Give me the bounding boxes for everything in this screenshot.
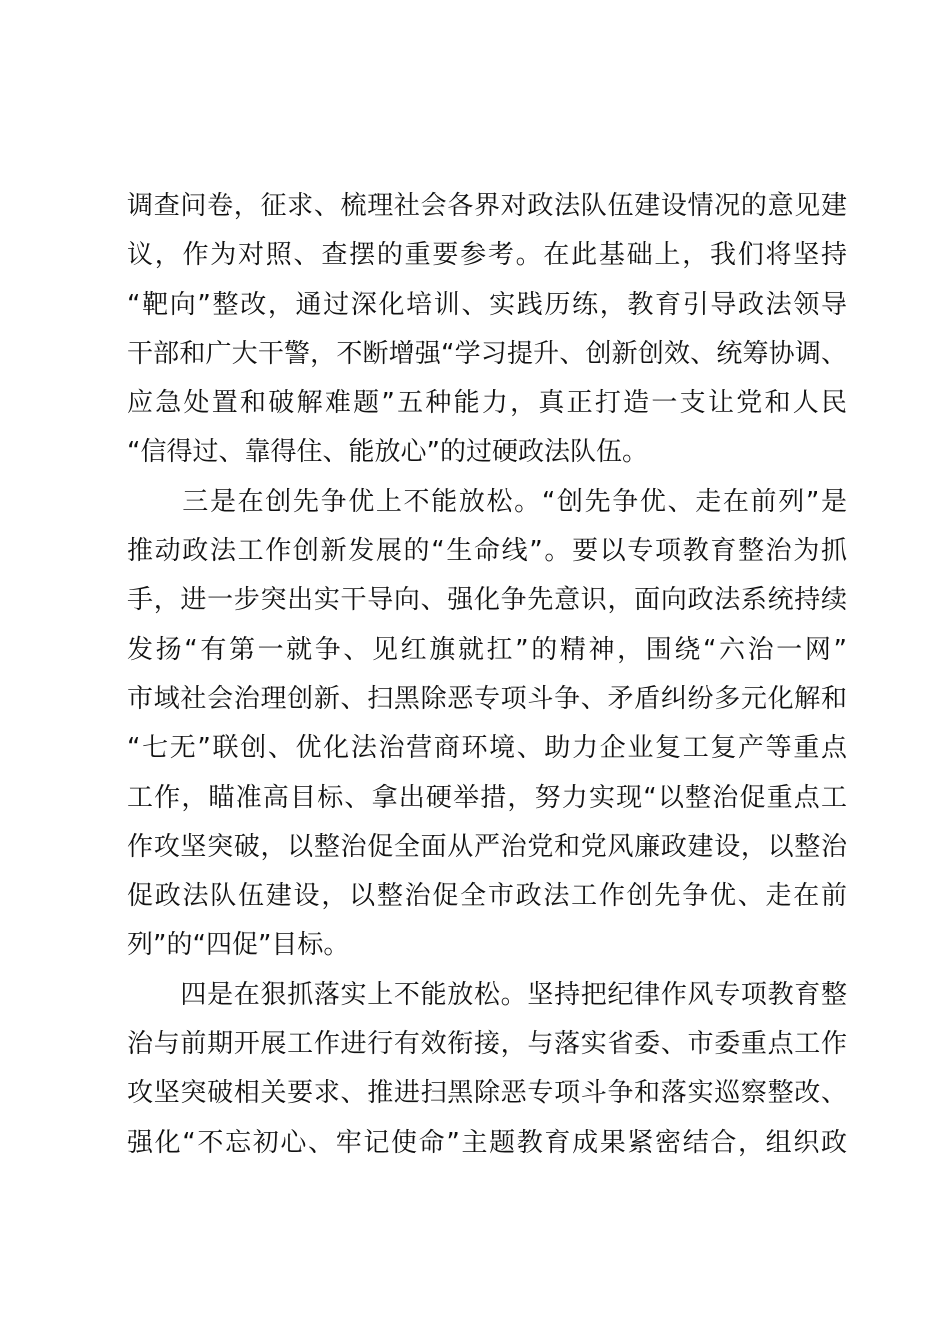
text-line: 三是在创先争优上不能放松。“创先争优、走在前列”是 [127, 486, 847, 517]
text-line: 工作，瞄准高目标、拿出硬举措，努力实现“以整治促重点工 [127, 782, 847, 813]
text-line: 列”的“四促”目标。 [127, 930, 350, 961]
text-line: 发扬“有第一就争、见红旗就扛”的精神，围绕“六治一网” [127, 634, 847, 665]
text-line: 促政法队伍建设，以整治促全市政法工作创先争优、走在前 [127, 881, 847, 912]
text-line: 作攻坚突破，以整治促全面从严治党和党风廉政建设，以整治 [127, 831, 847, 862]
text-line: 强化“不忘初心、牢记使命”主题教育成果紧密结合，组织政 [127, 1127, 847, 1158]
text-line: “信得过、靠得住、能放心”的过硬政法队伍。 [127, 437, 648, 468]
text-line: 手，进一步突出实干导向、强化争先意识，面向政法系统持续 [127, 585, 847, 616]
body-text [127, 182, 847, 1168]
text-line: 干部和广大干警，不断增强“学习提升、创新创效、统筹协调、 [127, 338, 847, 369]
text-line: 推动政法工作创新发展的“生命线”。要以专项教育整治为抓 [127, 536, 847, 567]
text-line: 调查问卷，征求、梳理社会各界对政法队伍建设情况的意见建 [127, 191, 847, 221]
text-line: 议，作为对照、查摆的重要参考。在此基础上，我们将坚持 [127, 240, 847, 271]
text-line: 四是在狠抓落实上不能放松。坚持把纪律作风专项教育整 [127, 979, 847, 1010]
text-line: 攻坚突破相关要求、推进扫黑除恶专项斗争和落实巡察整改、 [127, 1078, 847, 1109]
text-line: 治与前期开展工作进行有效衔接，与落实省委、市委重点工作 [127, 1029, 847, 1060]
text-line: 市域社会治理创新、扫黑除恶专项斗争、矛盾纠纷多元化解和 [127, 683, 847, 714]
text-line: “七无”联创、优化法治营商环境、助力企业复工复产等重点 [127, 733, 847, 764]
text-line: 应急处置和破解难题”五种能力，真正打造一支让党和人民 [127, 388, 847, 419]
text-line: “靶向”整改，通过深化培训、实践历练，教育引导政法领导 [127, 289, 847, 320]
